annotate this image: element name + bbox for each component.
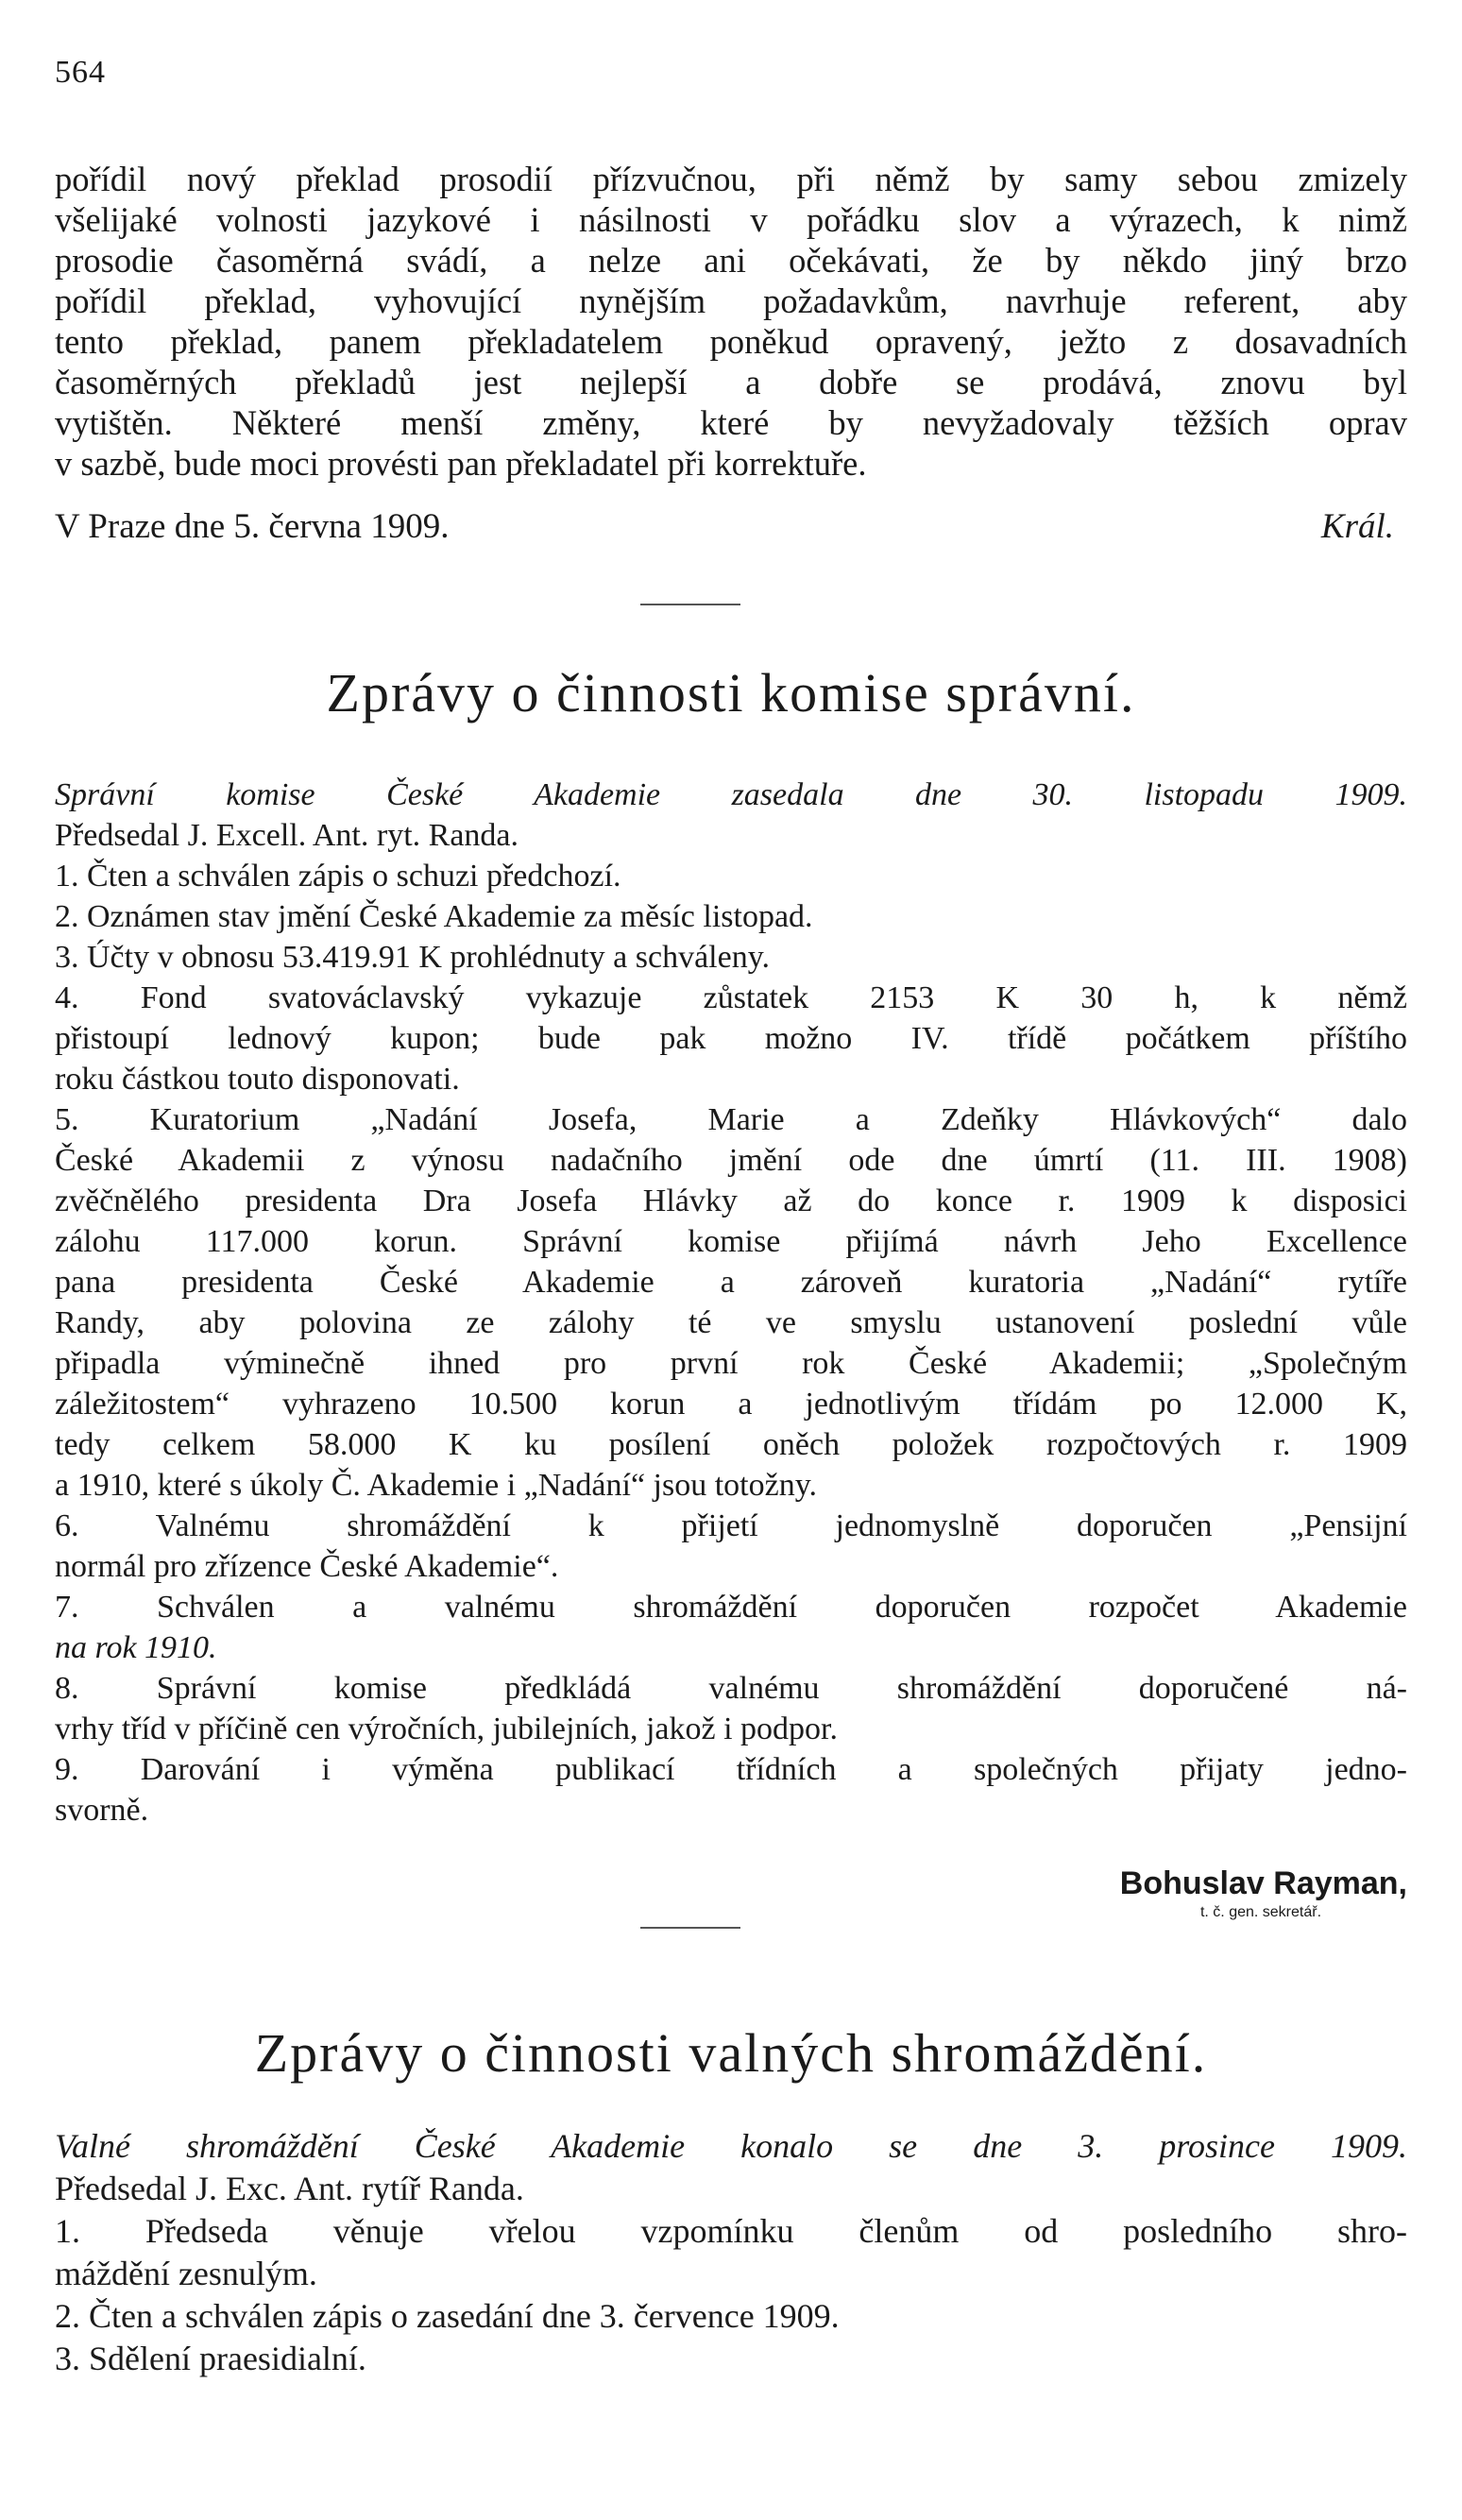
text-line: vrhy tříd v příčině cen výročních, jubilejních, jakož i podpor.	[55, 1711, 838, 1746]
general-assembly-report	[55, 2125, 1407, 2380]
text-line: tento překlad, panem překladatelem poněkud opravený, ježto z dosavadních	[55, 322, 1407, 361]
text-line: Předsedal J. Exc. Ant. rytíř Randa.	[55, 2170, 524, 2207]
section-divider	[640, 1927, 740, 1929]
text-line: přistoupí lednový kupon; bude pak možno IV. třídě počátkem příštího	[55, 1021, 1407, 1056]
text-line: tedy celkem 58.000 K ku posílení oněch položek rozpočtových r. 1909	[55, 1427, 1407, 1462]
text-line: normál pro zřízence České Akademie“.	[55, 1549, 559, 1584]
intro-closing	[55, 506, 1407, 547]
text-line: svorně.	[55, 1793, 149, 1828]
text-line: 5. Kuratorium „Nadání Josefa, Marie a Zdeňky Hlávkových“ dalo	[55, 1102, 1407, 1137]
text-line: Správní komise České Akademie zasedala dne 30. listopadu 1909.	[55, 777, 1407, 812]
text-line: Randy, aby polovina ze zálohy té ve smyslu ustanovení poslední vůle	[55, 1305, 1407, 1340]
text-line: pana presidenta České Akademie a zároveň kuratoria „Nadání“ rytíře	[55, 1265, 1407, 1300]
text-line: všelijaké volnosti jazykové i násilnosti v pořádku slov a výrazech, k nimž	[55, 200, 1407, 239]
text-line: 2. Čten a schválen zápis o zasedání dne 3. července 1909.	[55, 2297, 840, 2335]
text-line: roku částkou touto disponovati.	[55, 1062, 460, 1097]
text-line: připadla výminečně ihned pro první rok České Akademii; „Společným	[55, 1346, 1407, 1381]
text-line: Valné shromáždění České Akademie konalo se dne 3. prosince 1909.	[55, 2127, 1407, 2165]
text-line: prosodie časoměrná svádí, a nelze ani očekávati, že by někdo jiný brzo	[55, 241, 1407, 280]
text-line: záležitostem“ vyhrazeno 10.500 korun a jednotlivým třídám po 12.000 K,	[55, 1387, 1407, 1422]
text-line: 2. Oznámen stav jmění České Akademie za měsíc listopad.	[55, 899, 813, 934]
text-line: 6. Valnému shromáždění k přijetí jednomyslně doporučen „Pensijní	[55, 1508, 1407, 1543]
text-line: časoměrných překladů jest nejlepší a dobře se prodává, znovu byl	[55, 363, 1407, 401]
text-line: 3. Sdělení praesidialní.	[55, 2340, 366, 2377]
section-divider	[640, 604, 740, 605]
text-line: na rok 1910.	[55, 1630, 217, 1665]
text-line: 4. Fond svatováclavský vykazuje zůstatek 2153 K 30 h, k němž	[55, 980, 1407, 1015]
page-number: 564	[55, 55, 106, 90]
admin-commission-report	[55, 775, 1407, 1830]
admin-signature	[1039, 1865, 1407, 1921]
text-line: České Akademii z výnosu nadačního jmění ode dne úmrtí (11. III. 1908)	[55, 1143, 1407, 1178]
text-line: pořídil překlad, vyhovující nynějším požadavkům, navrhuje referent, aby	[55, 281, 1407, 320]
text-line: v sazbě, bude moci provésti pan překladatel při korrektuře.	[55, 444, 867, 483]
text-line: 7. Schválen a valnému shromáždění doporučen rozpočet Akademie	[55, 1590, 1407, 1625]
intro-paragraph	[55, 159, 1407, 484]
text-line: vytištěn. Některé menší změny, které by nevyžadovaly těžších oprav	[55, 403, 1407, 442]
text-line: Předsedal J. Excell. Ant. ryt. Randa.	[55, 818, 519, 853]
text-line: 1. Předseda věnuje vřelou vzpomínku členům od posledního shro-	[55, 2212, 1407, 2250]
text-line: 3. Účty v obnosu 53.419.91 K prohlédnuty a schváleny.	[55, 940, 771, 975]
text-line: 8. Správní komise předkládá valnému shromáždění doporučené ná-	[55, 1671, 1407, 1706]
signature-role: t. č. gen. sekretář.	[1199, 1904, 1322, 1920]
text-line: zvěčnělého presidenta Dra Josefa Hlávky až do konce r. 1909 k disposici	[55, 1183, 1407, 1218]
text-line: máždění zesnulým.	[55, 2255, 317, 2292]
heading-admin-commission: Zprávy o činnosti komise správní.	[326, 662, 1136, 724]
text-line: 9. Darování i výměna publikací třídních a společných přijaty jedno-	[55, 1752, 1407, 1787]
text-line: a 1910, které s úkoly Č. Akademie i „Nadání“ jsou totožny.	[55, 1468, 818, 1503]
heading-general-assembly: Zprávy o činnosti valných shromáždění.	[254, 2022, 1208, 2084]
intro-date: V Praze dne 5. června 1909.	[55, 507, 450, 546]
text-line: 1. Čten a schválen zápis o schuzi předchozí.	[55, 859, 621, 894]
signature-name: Bohuslav Rayman,	[1119, 1865, 1407, 1901]
intro-author: Král.	[1320, 507, 1394, 546]
text-line: zálohu 117.000 korun. Správní komise přijímá návrh Jeho Excellence	[55, 1224, 1407, 1259]
text-line: pořídil nový překlad prosodií přízvučnou, při němž by samy sebou zmizely	[55, 160, 1407, 198]
